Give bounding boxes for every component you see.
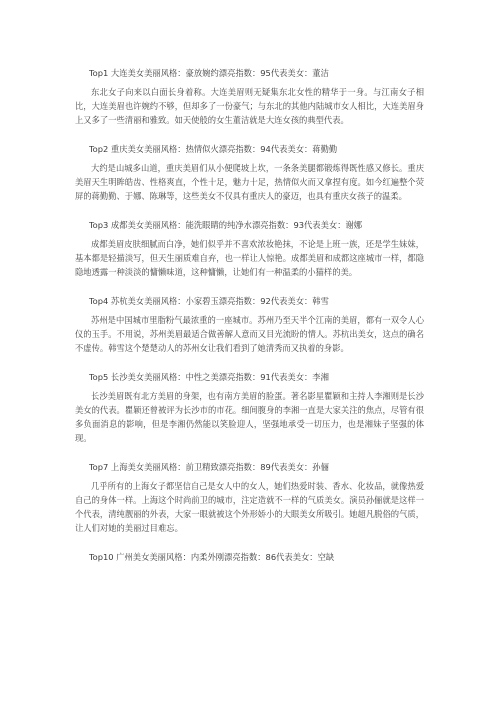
section-shanghai [75, 461, 424, 535]
section-title: Top3 成都美女美丽风格：能洗眼睛的纯净水漂亮指数：93代表美女：谢娜 [89, 220, 363, 230]
section-body: 大约是山城多山道，重庆美眉们从小便爬坡上坎，一条条美腿都锻炼得既性感又修长。重庆美眉天生明眸皓齿、性格爽直，个性十足，魅力十足，热情似火而又拿捏有度。如今红遍整个荧屏的蒋勤勤、于娜、陈琳等，这些美女不仅具有重庆人的豪迈，也具有重庆女孩子的温柔。 [75, 163, 424, 201]
section-changsha [75, 371, 424, 445]
section-chongqing [75, 143, 424, 203]
section-body: 成都美眉皮肤细腻而白净，她们似乎并不喜欢浓妆艳抹，不论是上班一族，还是学生妹妹，基本都是轻描淡写，但天生丽质难自弃，也一样让人惊艳。成都美眉和成都这座城市一样，都隐隐地透露一种淡淡的慵懒味道，这种慵懒，让她们有一种温柔的小猫样的美。 [75, 239, 424, 277]
section-body: 苏州是中国城市里脂粉气最浓重的一座城市。苏州乃至天半个江南的美眉，都有一双令人心仪的玉手。不用说，苏州美眉最适合做善解人意而又目光流盼的情人。苏杭出美女，这点的确名不虚传。韩雪这个楚楚动人的苏州女让我们看到了她清秀而又执着的身影。 [75, 315, 424, 353]
section-body: 东北女子向来以白面长身着称。大连美眉则无疑集东北女性的精华于一身。与江南女子相比，大连美眉也许婉约不够，但却多了一份豪气；与东北的其他内陆城市女人相比，大连美眉身上又多了一些清丽和雅致。如天使般的女生董洁就是大连女孩的典型代表。 [75, 87, 424, 125]
section-title: Top1 大连美女美丽风格：豪放婉约漂亮指数：95代表美女：董洁 [89, 68, 329, 78]
section-title: Top4 苏杭美女美丽风格：小家碧玉漂亮指数：92代表美女：韩雪 [89, 296, 329, 306]
section-body: 几乎所有的上海女子都坚信自己是女人中的女人，她们热爱时装、香水、化妆品，就像热爱自己的身体一样。上海这个时尚前卫的城市，注定造就不一样的气质美女。演员孙俪就是这样一个代表，清纯靓丽的外表，大家一眼就被这个外形娇小的大眼美女所吸引。她超凡脱俗的气质，让人们对她的美丽过目难忘。 [75, 481, 424, 533]
section-dalian [75, 67, 424, 127]
section-title: Top7 上海美女美丽风格：前卫精致漂亮指数：89代表美女：孙俪 [89, 462, 329, 472]
section-body: 长沙美眉既有北方美眉的身架，也有南方美眉的脸蛋。著名影星瞿颖和主持人李湘则是长沙美女的代表。瞿颖还曾被评为长沙市的市花。细间腹身的李湘一直是大家关注的焦点，尽管有很多负面消息的影响，但是李湘仍然能以笑脸迎人，坚强地承受一切压力，也是湘妹子坚强的体现。 [75, 391, 424, 443]
section-title: Top10 广州美女美丽风格：内柔外刚漂亮指数：86代表美女：空缺 [89, 552, 335, 562]
section-chengdu [75, 219, 424, 279]
section-title: Top5 长沙美女美丽风格：中性之美漂亮指数：91代表美女：李湘 [89, 372, 329, 382]
section-guangzhou [75, 551, 424, 563]
section-title: Top2 重庆美女美丽风格：热情似火漂亮指数：94代表美女：蒋勤勤 [89, 144, 338, 154]
section-suhang [75, 295, 424, 355]
